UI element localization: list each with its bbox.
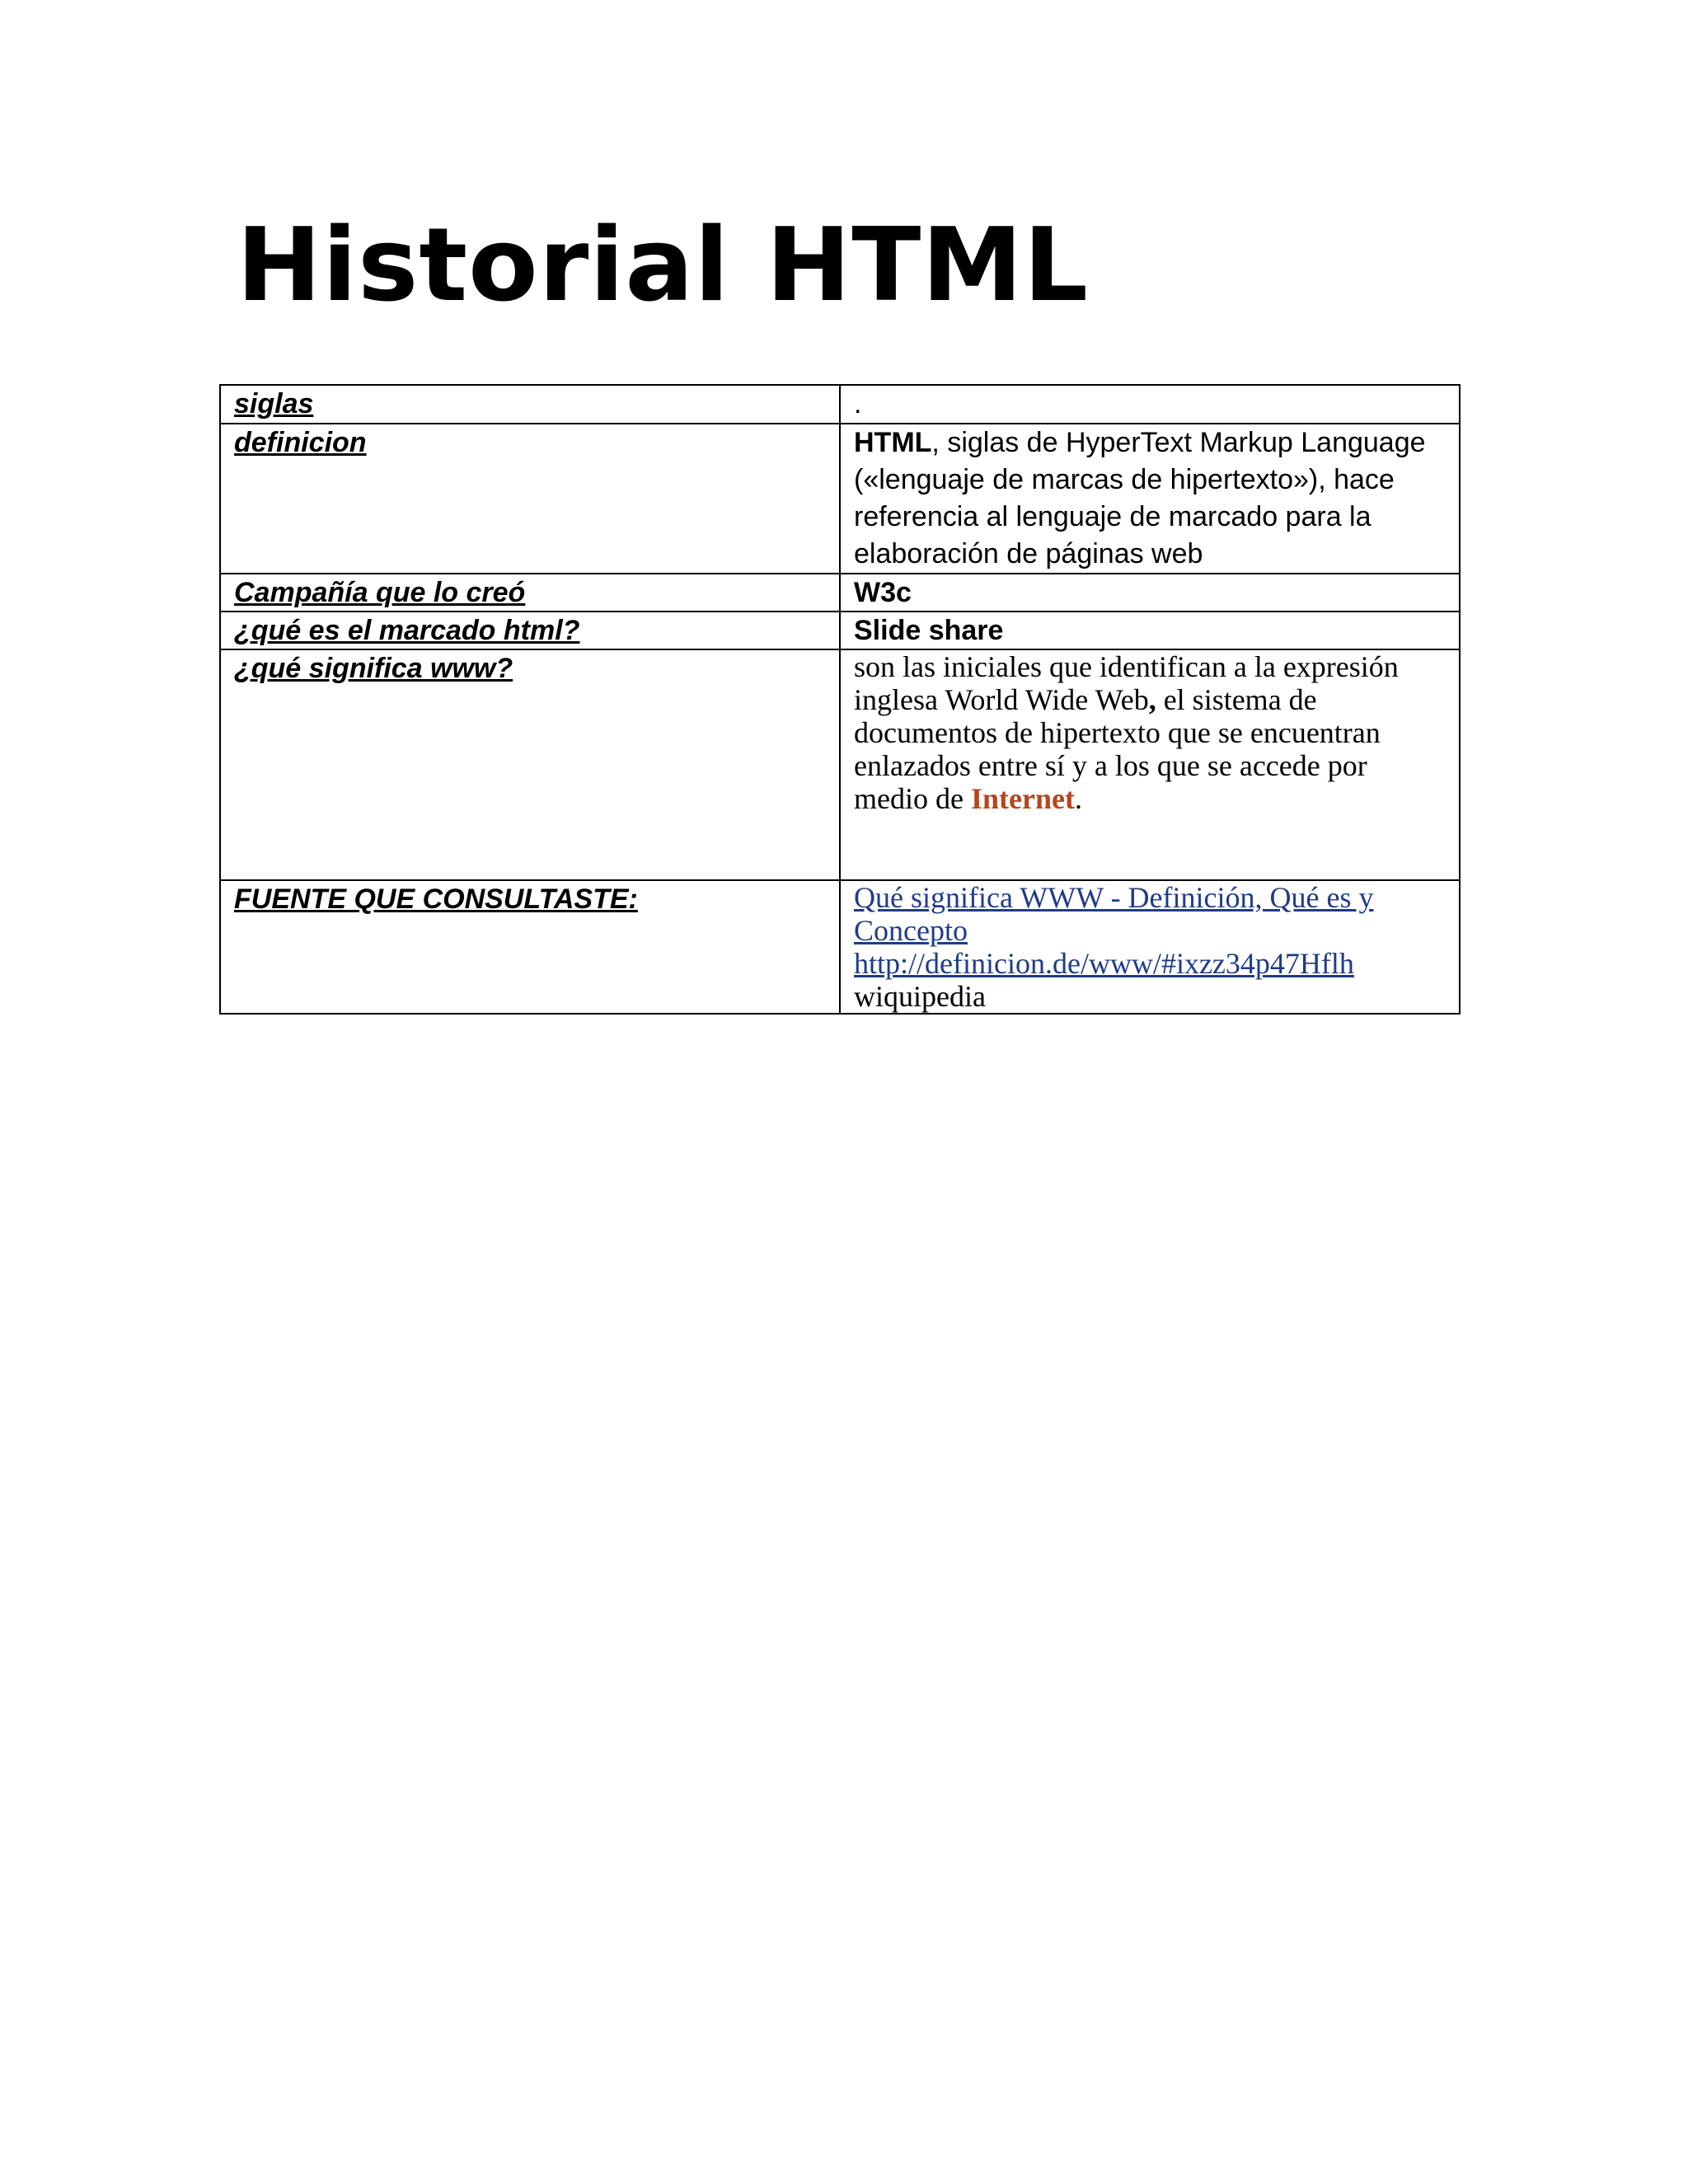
www-comma: , <box>1148 683 1156 716</box>
www-text-start: son las iniciales que identifican a la expresión inglesa World Wide Web <box>854 650 1399 716</box>
row-value-fuente <box>854 881 1446 1013</box>
www-text-end: . <box>1074 782 1082 815</box>
row-value-marcado: Slide share <box>854 615 1004 646</box>
www-text-middle: el sistema de documentos de hipertexto que se encuentran enlazados entre sí y a los que se accede por medio de <box>854 683 1381 815</box>
row-label-www: ¿qué significa www? <box>234 653 513 684</box>
definicion-text: , siglas de HyperText Markup Language («lenguaje de marcas de hipertexto»), hace referencia al lenguaje de marcado para la elaboración de páginas web <box>854 427 1426 569</box>
label-cell <box>220 880 840 1014</box>
table-row <box>220 574 1460 612</box>
row-value-compania: W3c <box>854 577 912 608</box>
row-label-compania: Campañía que lo creó <box>234 577 526 608</box>
info-table <box>219 384 1461 1015</box>
table-row <box>220 385 1460 424</box>
label-cell <box>220 612 840 649</box>
value-cell <box>840 385 1460 424</box>
value-cell <box>840 649 1460 880</box>
source-link-title[interactable]: Qué significa WWW - Definición, Qué es y Concepto <box>854 881 1374 947</box>
row-label-siglas: siglas <box>234 388 314 419</box>
label-cell <box>220 574 840 612</box>
value-cell <box>840 424 1460 574</box>
table-row <box>220 424 1460 574</box>
table-row <box>220 649 1460 880</box>
source-link-url[interactable]: http://definicion.de/www/#ixzz34p47Hflh <box>854 947 1354 980</box>
value-cell <box>840 574 1460 612</box>
row-value-www <box>854 650 1446 815</box>
label-cell <box>220 424 840 574</box>
row-value-siglas: . <box>854 388 862 419</box>
page-title: Historial HTML <box>237 207 1090 325</box>
row-label-fuente: FUENTE QUE CONSULTASTE: <box>234 883 638 915</box>
label-cell <box>220 385 840 424</box>
table-row <box>220 880 1460 1014</box>
label-cell <box>220 649 840 880</box>
row-label-marcado: ¿qué es el marcado html? <box>234 615 580 646</box>
internet-highlight: Internet <box>970 782 1075 815</box>
table-row <box>220 612 1460 649</box>
source-extra: wiquipedia <box>854 980 986 1013</box>
row-value-definicion <box>854 424 1446 573</box>
definicion-term: HTML <box>854 427 932 458</box>
value-cell <box>840 612 1460 649</box>
row-label-definicion: definicion <box>234 427 367 458</box>
value-cell <box>840 880 1460 1014</box>
